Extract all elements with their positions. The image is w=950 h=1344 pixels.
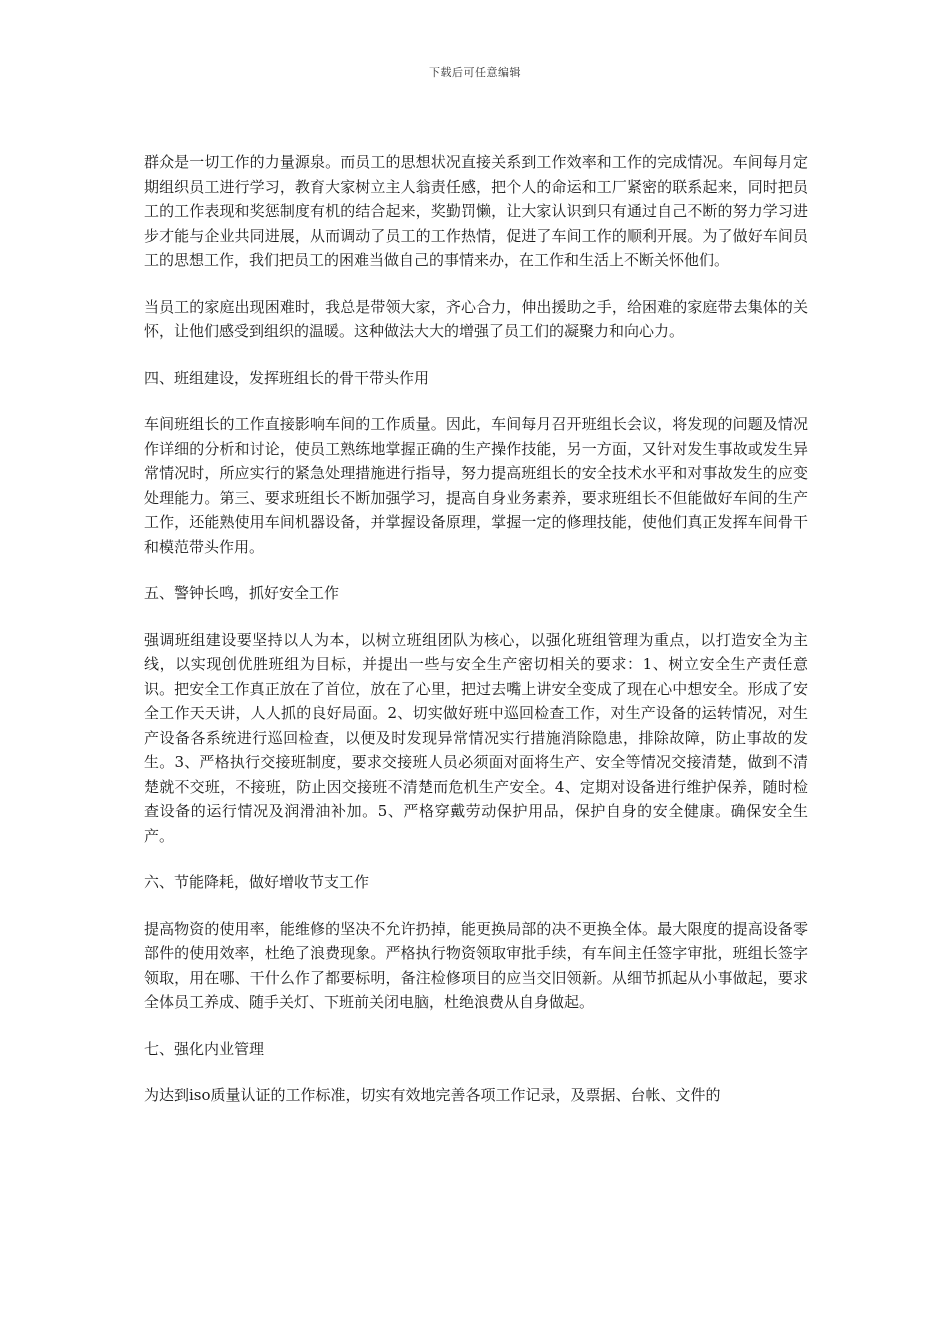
section-heading-6: 六、节能降耗，做好增收节支工作 [144,873,370,891]
paragraph-team-leader: 车间班组长的工作直接影响车间的工作质量。因此，车间每月召开班组长会议，将发现的问题及情况作详细的分析和讨论，使员工熟练地掌握正确的生产操作技能，另一方面，又针对发生事故或发生异常情况时，所应实行的紧急处理措施进行指导，努力提高班组长的安全技术水平和对事故发生的应变处理能力。第三、要求班组长不断加强学习，提高自身业务素养，要求班组长不但能做好车间的生产工作，还能熟使用车间机器设备，并掌握设备原理，掌握一定的修理技能，使他们真正发挥车间骨干和模范带头作用。 [144,415,808,556]
paragraph-internal-management: 为达到iso质量认证的工作标准，切实有效地完善各项工作记录，及票据、台帐、文件的 [144,1086,721,1104]
paragraph-safety: 强调班组建设要坚持以人为本，以树立班组团队为核心，以强化班组管理为重点，以打造安全为主线，以实现创优胜班组为目标，并提出一些与安全生产密切相关的要求：1、树立安全生产责任意识。把安全工作真正放在了首位，放在了心里，把过去嘴上讲安全变成了现在心中想安全。形成了安全工作天天讲，人人抓的良好局面。2、切实做好班中巡回检查工作，对生产设备的运转情况，对生产设备各系统进行巡回检查，以便及时发现异常情况实行措施消除隐患，排除故障，防止事故的发生。3、严格执行交接班制度，要求交接班人员必须面对面将生产、安全等情况交接清楚，做到不清楚就不交班，不接班，防止因交接班不清楚而危机生产安全。4、定期对设备进行维护保养，随时检查设备的运行情况及润滑油补加。5、严格穿戴劳动保护用品，保护自身的安全健康。确保安全生产。 [144,630,808,845]
section-heading-5: 五、警钟长鸣，抓好安全工作 [144,584,340,602]
document-body [144,150,808,1130]
section-heading-7: 七、强化内业管理 [144,1039,265,1058]
page-header: 下载后可任意编辑 [429,66,521,79]
section-heading-4: 四、班组建设，发挥班组长的骨干带头作用 [144,368,430,387]
paragraph-energy-saving: 提高物资的使用率，能维修的坚决不允许扔掉，能更换局部的决不更换全体。最大限度的提高设备零部件的使用效率，杜绝了浪费现象。严格执行物资领取审批手续，有车间主任签字审批，班组长签字领取，用在哪、干什么作了都要标明，备注检修项目的应当交旧领新。从细节抓起从小事做起，要求全体员工养成、随手关灯、下班前关闭电脑，杜绝浪费从自身做起。 [144,919,808,1011]
paragraph-family-care: 当员工的家庭出现困难时，我总是带领大家，齐心合力，伸出援助之手，给困难的家庭带去集体的关怀，让他们感受到组织的温暖。这种做法大大的增强了员工们的凝聚力和向心力。 [144,297,808,340]
paragraph-employee-thought: 群众是一切工作的力量源泉。而员工的思想状况直接关系到工作效率和工作的完成情况。车间每月定期组织员工进行学习，教育大家树立主人翁责任感，把个人的命运和工厂紧密的联系起来，同时把员工的工作表现和奖惩制度有机的结合起来，奖勤罚懒，让大家认识到只有通过自己不断的努力学习进步才能与企业共同进展，从而调动了员工的工作热情，促进了车间工作的顺利开展。为了做好车间员工的思想工作，我们把员工的困难当做自己的事情来办，在工作和生活上不断关怀他们。 [144,153,808,269]
